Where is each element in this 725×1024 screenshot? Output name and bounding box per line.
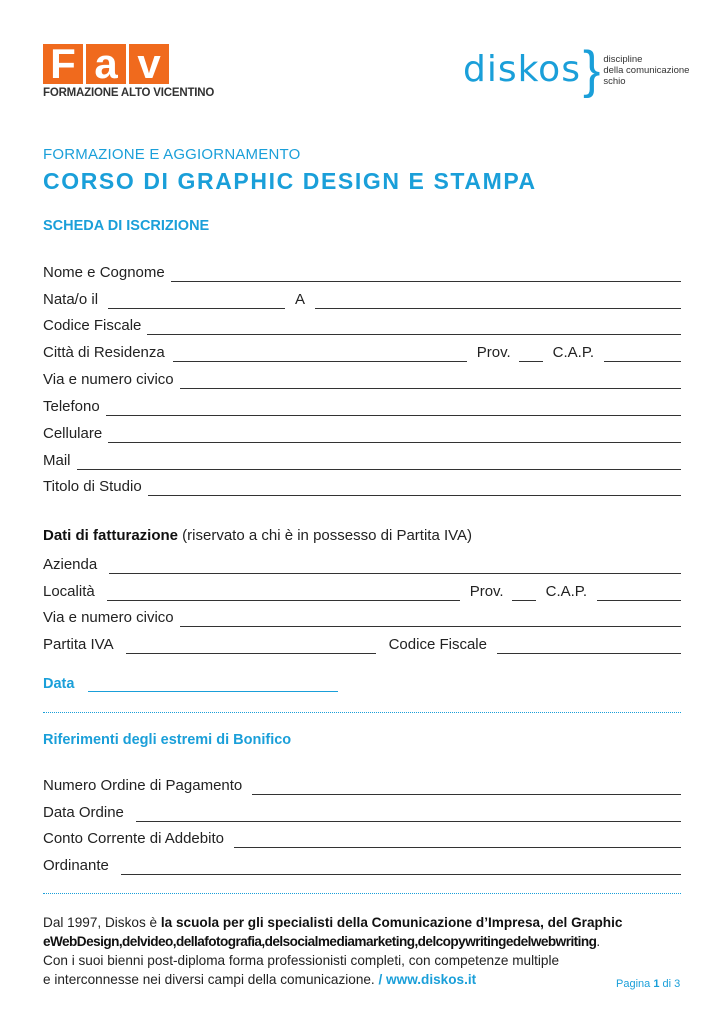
numero-ordine-input-line[interactable] (252, 780, 681, 795)
field-titolo-studio (43, 478, 681, 496)
partita-iva-input-line[interactable] (126, 639, 376, 654)
field-label: Città di Residenza (43, 344, 165, 361)
footer-bold-span: la scuola per gli specialisti della Comunicazione d’Impresa, del Graphic (160, 915, 623, 930)
field-data (43, 674, 338, 692)
field-label: Prov. (476, 344, 511, 361)
field-label: Data Ordine (43, 804, 124, 821)
diskos-wordmark: diskos (463, 49, 581, 90)
field-label: Telefono (43, 398, 100, 415)
nome-cognome-input-line[interactable] (171, 267, 681, 282)
billing-heading-bold: Dati di fatturazione (43, 527, 179, 544)
field-label: Azienda (43, 556, 98, 573)
field-localita (43, 583, 681, 601)
fav-logo-letter: a (86, 44, 126, 84)
page-indicator (616, 978, 680, 990)
telefono-input-line[interactable] (106, 401, 681, 416)
field-label: Via e numero civico (43, 609, 174, 626)
field-label: Conto Corrente di Addebito (43, 830, 224, 847)
ordinante-input-line[interactable] (121, 860, 681, 875)
field-partita-iva (43, 636, 681, 654)
section-divider (43, 712, 681, 713)
titolo-studio-input-line[interactable] (148, 481, 681, 496)
billing-heading-note: (riservato a chi è in possesso di Partita IVA) (178, 527, 473, 544)
field-label: Località (43, 583, 95, 600)
footer-line (43, 913, 693, 932)
citta-input-line[interactable] (173, 347, 467, 362)
field-numero-ordine (43, 777, 681, 795)
kicker-text: FORMAZIONE E AGGIORNAMENTO (43, 146, 301, 163)
bonifico-heading: Riferimenti degli estremi di Bonifico (43, 732, 292, 748)
field-label: Nome e Cognome (43, 264, 165, 281)
field-nome-cognome (43, 264, 681, 282)
footer-bold-span: eWebDesign,delvideo,dellafotografia,delsocialmediamarketing,delcopywritingedelwebwriting (43, 934, 597, 949)
mail-input-line[interactable] (77, 455, 681, 470)
brace-icon: } (582, 41, 601, 99)
field-ordinante (43, 857, 681, 875)
footer-line (43, 932, 693, 951)
field-codice-fiscale (43, 317, 681, 335)
via-input-line[interactable] (180, 374, 681, 389)
data-ordine-input-line[interactable] (136, 807, 681, 822)
field-cellulare (43, 425, 681, 443)
page-indicator-label: Pagina (616, 978, 651, 990)
footer-line (43, 970, 693, 989)
diskos-tagline-line: della comunicazione (603, 64, 690, 76)
billing-codice-fiscale-input-line[interactable] (497, 639, 681, 654)
form-heading: SCHEDA DI ISCRIZIONE (43, 218, 210, 234)
page-indicator-total: di 3 (662, 978, 681, 990)
field-residenza (43, 344, 681, 362)
codice-fiscale-input-line[interactable] (147, 320, 681, 335)
field-mail (43, 452, 681, 470)
conto-input-line[interactable] (234, 833, 681, 848)
page-indicator-current: 1 (653, 978, 660, 990)
luogo-nascita-input-line[interactable] (315, 294, 681, 309)
field-nascita (43, 291, 681, 309)
diskos-tagline (603, 54, 689, 87)
field-label: Prov. (469, 583, 504, 600)
field-via (43, 371, 681, 389)
page-title: CORSO DI GRAPHIC DESIGN E STAMPA (43, 168, 537, 194)
field-label: A (295, 291, 306, 308)
data-input-line[interactable] (88, 677, 338, 692)
field-azienda (43, 556, 681, 574)
footer-text-span: . (596, 934, 601, 949)
footer-line: Con i suoi bienni post-diploma forma professionisti completi, con competenze multiple (43, 953, 560, 968)
field-data-ordine (43, 804, 681, 822)
fav-logo (43, 44, 214, 99)
prov-input-line[interactable] (519, 347, 543, 362)
diskos-tagline-line: schio (603, 75, 626, 87)
field-label: Codice Fiscale (388, 636, 487, 653)
field-label: C.A.P. (545, 583, 588, 600)
fav-logo-letter: v (129, 44, 169, 84)
diskos-tagline-line: discipline (603, 53, 643, 65)
field-label: Partita IVA (43, 636, 114, 653)
field-label: Mail (43, 452, 71, 469)
billing-heading (43, 527, 472, 544)
billing-cap-input-line[interactable] (597, 586, 681, 601)
cap-input-line[interactable] (604, 347, 681, 362)
localita-input-line[interactable] (107, 586, 460, 601)
field-label: Nata/o il (43, 291, 99, 308)
field-label: Data (43, 676, 75, 692)
field-label: Ordinante (43, 857, 109, 874)
footer-text-span: Dal 1997, Diskos è (43, 915, 161, 930)
footer-text-span: e interconnesse nei diversi campi della comunicazione. (43, 972, 379, 987)
fav-logo-subtitle: FORMAZIONE ALTO VICENTINO (43, 87, 215, 99)
fav-logo-letter: F (43, 44, 83, 84)
field-label: Titolo di Studio (43, 478, 142, 495)
data-nascita-input-line[interactable] (108, 294, 285, 309)
field-label: Codice Fiscale (43, 317, 142, 334)
field-label: Numero Ordine di Pagamento (43, 777, 243, 794)
field-label: Via e numero civico (43, 371, 174, 388)
field-telefono (43, 398, 681, 416)
azienda-input-line[interactable] (109, 559, 681, 574)
footer-text (43, 913, 693, 989)
field-conto (43, 830, 681, 848)
diskos-logo (463, 41, 690, 99)
billing-via-input-line[interactable] (180, 612, 681, 627)
cellulare-input-line[interactable] (108, 428, 681, 443)
billing-prov-input-line[interactable] (512, 586, 536, 601)
field-billing-via (43, 609, 681, 627)
section-divider (43, 893, 681, 894)
field-label: C.A.P. (552, 344, 595, 361)
website-link[interactable]: / www.diskos.it (378, 972, 477, 987)
field-label: Cellulare (43, 425, 103, 442)
